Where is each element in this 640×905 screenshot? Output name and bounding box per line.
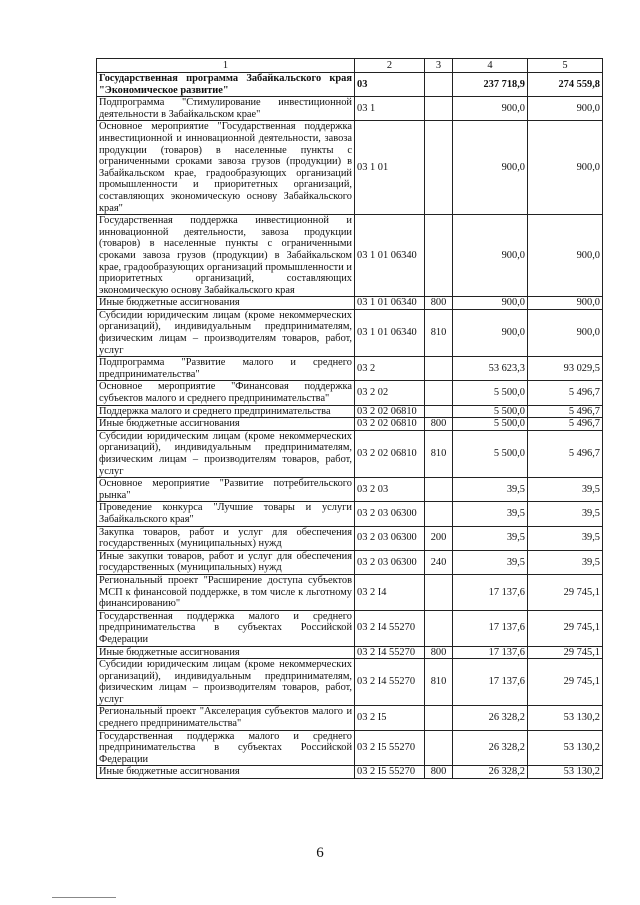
row-value-2019-cell: 17 137,6 [453,659,528,706]
row-value-2019-cell: 26 328,2 [453,730,528,766]
row-value-2019-cell: 900,0 [453,297,528,310]
row-type-cell: 810 [425,309,453,356]
row-code-cell: 03 1 01 06340 [355,297,425,310]
row-name-cell: Государственная поддержка малого и среднего предпринимательства в субъектах Российской Федерации [97,610,355,646]
row-value-2019-cell: 17 137,6 [453,610,528,646]
table-row [97,215,603,297]
row-name-cell: Региональный проект "Акселерация субъектов малого и среднего предпринимательства" [97,706,355,730]
row-name-cell: Государственная поддержка инвестиционной и инновационной деятельности, завоза продукции (товаров) в населенные пункты с ограниченными сроками завоза грузов (продукции) в Забайкальском крае, градообразующих организаций промышленности и приоритетных организаций, составляющих экономическую основу Забайкальского края [97,215,355,297]
row-value-2019-cell: 39,5 [453,478,528,502]
table-row [97,73,603,97]
table-row [97,405,603,418]
row-name-cell: Подпрограмма "Стимулирование инвестиционной деятельности в Забайкальском крае" [97,97,355,121]
row-type-cell: 800 [425,766,453,779]
row-code-cell: 03 2 03 06300 [355,502,425,526]
row-name-cell: Региональный проект "Расширение доступа субъектов МСП к финансовой поддержке, в том числе к льготному финансированию" [97,574,355,610]
header-cell: 1 [97,59,355,73]
table-row [97,730,603,766]
row-code-cell: 03 2 I4 [355,574,425,610]
table-row [97,706,603,730]
row-value-2019-cell: 53 623,3 [453,357,528,381]
row-type-cell [425,405,453,418]
row-value-2020-cell: 900,0 [528,121,603,215]
row-code-cell: 03 2 I4 55270 [355,646,425,659]
row-value-2019-cell: 39,5 [453,526,528,550]
row-value-2020-cell: 900,0 [528,309,603,356]
header-cell: 5 [528,59,603,73]
row-value-2020-cell: 900,0 [528,97,603,121]
table-row [97,610,603,646]
table-body [97,59,603,779]
table-row [97,121,603,215]
row-name-cell: Основное мероприятие "Развитие потребительского рынка" [97,478,355,502]
row-type-cell: 810 [425,659,453,706]
row-name-cell: Иные бюджетные ассигнования [97,646,355,659]
row-code-cell: 03 2 02 06810 [355,430,425,477]
row-code-cell: 03 1 01 [355,121,425,215]
row-type-cell: 800 [425,297,453,310]
table-row [97,574,603,610]
table-row [97,297,603,310]
row-type-cell [425,610,453,646]
header-cell: 3 [425,59,453,73]
row-name-cell: Субсидии юридическим лицам (кроме некоммерческих организаций), индивидуальным предпринимателям, физическим лицам – производителям товаров, работ, услуг [97,430,355,477]
row-name-cell: Закупка товаров, работ и услуг для обеспечения государственных (муниципальных) нужд [97,526,355,550]
row-value-2020-cell: 39,5 [528,526,603,550]
row-type-cell [425,215,453,297]
row-type-cell: 810 [425,430,453,477]
row-value-2019-cell: 39,5 [453,550,528,574]
table-row [97,357,603,381]
row-name-cell: Государственная поддержка малого и среднего предпринимательства в субъектах Российской Федерации [97,730,355,766]
row-value-2019-cell: 39,5 [453,502,528,526]
row-value-2019-cell: 17 137,6 [453,574,528,610]
row-code-cell: 03 2 02 [355,381,425,405]
row-name-cell: Иные бюджетные ассигнования [97,766,355,779]
row-value-2020-cell: 5 496,7 [528,430,603,477]
table-row [97,418,603,431]
row-name-cell: Иные бюджетные ассигнования [97,418,355,431]
row-name-cell: Иные бюджетные ассигнования [97,297,355,310]
row-type-cell [425,97,453,121]
row-name-cell: Субсидии юридическим лицам (кроме некоммерческих организаций), индивидуальным предпринимателям, физическим лицам – производителям товаров, работ, услуг [97,659,355,706]
row-value-2019-cell: 5 500,0 [453,430,528,477]
row-value-2019-cell: 26 328,2 [453,706,528,730]
header-cell: 4 [453,59,528,73]
row-type-cell [425,502,453,526]
row-value-2020-cell: 53 130,2 [528,766,603,779]
row-type-cell [425,730,453,766]
row-name-cell: Субсидии юридическим лицам (кроме некоммерческих организаций), индивидуальным предпринимателям, физическим лицам – производителям товаров, работ, услуг [97,309,355,356]
row-code-cell: 03 2 02 06810 [355,418,425,431]
row-value-2019-cell: 5 500,0 [453,381,528,405]
row-code-cell: 03 2 I5 55270 [355,766,425,779]
row-value-2019-cell: 900,0 [453,215,528,297]
row-name-cell: Поддержка малого и среднего предпринимательства [97,405,355,418]
row-type-cell: 800 [425,646,453,659]
footer-rule [52,897,116,898]
row-value-2020-cell: 53 130,2 [528,730,603,766]
row-name-cell: Государственная программа Забайкальского края "Экономическое развитие" [97,73,355,97]
budget-table [96,58,603,779]
row-type-cell [425,121,453,215]
row-code-cell: 03 2 [355,357,425,381]
table-row [97,646,603,659]
row-value-2020-cell: 39,5 [528,502,603,526]
table-row [97,659,603,706]
row-value-2020-cell: 29 745,1 [528,646,603,659]
row-value-2020-cell: 900,0 [528,215,603,297]
row-code-cell: 03 2 02 06810 [355,405,425,418]
row-code-cell: 03 2 I5 [355,706,425,730]
table-header-row [97,59,603,73]
row-value-2019-cell: 26 328,2 [453,766,528,779]
row-value-2019-cell: 5 500,0 [453,418,528,431]
row-value-2020-cell: 29 745,1 [528,574,603,610]
table-row [97,381,603,405]
row-type-cell: 800 [425,418,453,431]
row-type-cell [425,574,453,610]
row-code-cell: 03 2 03 06300 [355,550,425,574]
row-value-2020-cell: 93 029,5 [528,357,603,381]
row-code-cell: 03 2 03 06300 [355,526,425,550]
row-value-2020-cell: 5 496,7 [528,405,603,418]
row-code-cell: 03 1 01 06340 [355,215,425,297]
row-value-2019-cell: 237 718,9 [453,73,528,97]
row-value-2020-cell: 53 130,2 [528,706,603,730]
row-name-cell: Подпрограмма "Развитие малого и среднего предпринимательства" [97,357,355,381]
table-row [97,478,603,502]
row-name-cell: Основное мероприятие "Государственная поддержка инвестиционной и инновационной деятельности, завоза продукции (товаров) в населенные пункты с ограниченными сроками завоза грузов (продукции) в Забайкальском крае, градообразующих организаций промышленности и приоритетных организаций, составляющих экономическую основу Забайкальского края" [97,121,355,215]
row-code-cell: 03 1 01 06340 [355,309,425,356]
row-type-cell: 200 [425,526,453,550]
row-type-cell [425,478,453,502]
row-type-cell: 240 [425,550,453,574]
row-type-cell [425,357,453,381]
table-row [97,550,603,574]
header-cell: 2 [355,59,425,73]
row-value-2020-cell: 5 496,7 [528,418,603,431]
table-row [97,766,603,779]
row-code-cell: 03 1 [355,97,425,121]
table-row [97,526,603,550]
row-type-cell [425,381,453,405]
row-code-cell: 03 2 I4 55270 [355,659,425,706]
row-type-cell [425,73,453,97]
row-name-cell: Иные закупки товаров, работ и услуг для обеспечения государственных (муниципальных) нужд [97,550,355,574]
row-value-2020-cell: 29 745,1 [528,659,603,706]
table-row [97,309,603,356]
row-name-cell: Проведение конкурса "Лучшие товары и услуги Забайкальского края" [97,502,355,526]
row-value-2019-cell: 900,0 [453,121,528,215]
row-type-cell [425,706,453,730]
row-value-2020-cell: 5 496,7 [528,381,603,405]
table-row [97,97,603,121]
row-value-2020-cell: 39,5 [528,550,603,574]
row-code-cell: 03 [355,73,425,97]
row-value-2020-cell: 900,0 [528,297,603,310]
table-row [97,502,603,526]
row-code-cell: 03 2 I5 55270 [355,730,425,766]
row-value-2020-cell: 274 559,8 [528,73,603,97]
row-value-2019-cell: 900,0 [453,97,528,121]
row-value-2019-cell: 17 137,6 [453,646,528,659]
page-number: 6 [316,845,324,861]
row-code-cell: 03 2 I4 55270 [355,610,425,646]
document-page [96,58,603,779]
row-value-2019-cell: 900,0 [453,309,528,356]
row-code-cell: 03 2 03 [355,478,425,502]
table-row [97,430,603,477]
row-name-cell: Основное мероприятие "Финансовая поддержка субъектов малого и среднего предпринимательства" [97,381,355,405]
row-value-2020-cell: 29 745,1 [528,610,603,646]
row-value-2019-cell: 5 500,0 [453,405,528,418]
row-value-2020-cell: 39,5 [528,478,603,502]
